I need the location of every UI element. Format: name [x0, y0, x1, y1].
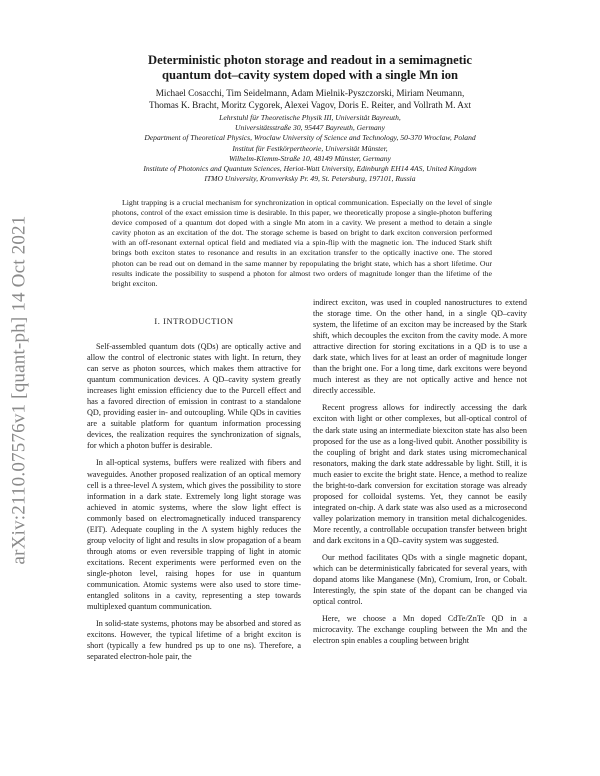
intro-paragraph-1: Self-assembled quantum dots (QDs) are optically active and allow the control of electronic states with light. In return, they can serve as photon sources, which makes them attractive for quantum communication devices. A QD–cavity system greatly increases light emission efficiency due to the Purcell effect and has a favored direction of emission in contrast to a standalone QD, providing easier in- and outcoupling. While QDs in cavities are a suitable platform for quantum information processing devices, the realization requires the synchronization of signals, for which a photon buffer is desirable. — [87, 342, 301, 451]
intro-paragraph-2: In all-optical systems, buffers were realized with fibers and waveguides. Another proposed realization of an optical memory cell is a three-level Λ system, which gives the possibility to store information in a dark state. Extremely long light storage was achieved in atomic systems, where the slow light effect is commonly based on electromagnetically induced transparency (EIT). Adequate coupling in the Λ system highly reduces the group velocity of light and results in slow propagation of a beam through atoms or even reversible trapping of light in atomic excitations. Recent experiments were performed even on the single-photon level, raising hopes for use in quantum communication. Atomic systems were also used to store time-entangled solitons in a cavity, representing a step towards multiplexed quantum communication. — [87, 458, 301, 612]
paper-title — [70, 53, 550, 83]
intro-paragraph-5: Recent progress allows for indirectly accessing the dark exciton with light or other complexes, but all-optical control of the dark state using an intermediate biexciton state has also been proposed for the use as a long-lived qubit. Another possibility is the coupling of bright and dark states using micromechanical resonators, making the dark state addressable by light. Still, it is much easier to excite the bright state. Hence, a method to realize the bright-to-dark conversion for excitation storage was already proposed for colloidal systems. Yet, they cannot be easily integrated on-chip. A dark state was also used as a microsecond valley polarization memory in transition metal dichalcogenides. More recently, a controllable occupation transfer between bright and dark excitons in a QD–cavity system was suggested. — [313, 403, 527, 545]
section-heading-introduction: I. INTRODUCTION — [154, 317, 234, 326]
affiliation-4: Institute of Photonics and Quantum Sciences, Heriot-Watt University, Edinburgh EH14 4AS, United Kingdom — [143, 164, 477, 174]
title-line-1: Deterministic photon storage and readout in a semimagnetic — [147, 53, 473, 67]
left-column — [87, 341, 301, 668]
affiliation-5: ITMO University, Kronverksky Pr. 49, St. Petersburg, 197101, Russia — [204, 174, 416, 184]
affiliation-2: Department of Theoretical Physics, Wroclaw University of Science and Technology, 50-370 Wroclaw, Poland — [144, 133, 476, 143]
arxiv-id-text: arXiv:2110.07576v1 [quant-ph] 14 Oct 2021 — [8, 215, 30, 565]
affiliation-1a: Lehrstuhl für Theoretische Physik III, Universität Bayreuth, — [219, 113, 401, 122]
abstract-text: Light trapping is a crucial mechanism for synchronization in optical communication. Especially on the level of single photons, control of the exact emission time is desirable. In this paper, we theoretically propose a single-photon buffering device composed of a quantum dot doped with a single Mn atom in a cavity. We present a method to detain a single cavity photon as an excitation of the dot. The storage scheme is based on bright to dark exciton conversion performed with an off-resonant external optical field and mediated via a spin-flip with the magnetic ion. The induced Stark shift brings both exciton states to resonance and results in an excitation transfer to the optically inactive one. The stored photon can be read out on demand in the same manner by repopulating the bright state, which has a short lifetime. Our results indicate the possibility to suspend a photon for almost two orders of magnitude longer than the lifetime of the bright exciton. — [112, 198, 492, 288]
affiliation-list — [50, 113, 570, 184]
authors-line-1: Michael Cosacchi, Tim Seidelmann, Adam Mielnik-Pyszczorski, Miriam Neumann, — [155, 88, 465, 98]
abstract — [112, 198, 492, 289]
author-list — [60, 88, 560, 111]
intro-paragraph-6: Our method facilitates QDs with a single magnetic dopant, which can be deterministically fabricated for several years, with dopand atoms like Manganese (Mn), Cromium, Iron, or Cobalt. Interestingly, the spin state of the dopant can be changed via optical control. — [313, 553, 527, 607]
intro-paragraph-7: Here, we choose a Mn doped CdTe/ZnTe QD in a microcavity. The exchange coupling between the Mn and the electron spin enables a coupling between bright — [313, 614, 527, 646]
affiliation-3b: Wilhelm-Klemm-Straße 10, 48149 Münster, Germany — [229, 153, 391, 163]
right-column — [313, 297, 527, 652]
affiliation-3a: Institut für Festkörpertheorie, Universität Münster, — [232, 143, 388, 153]
affiliation-1b: Universitätsstraße 30, 95447 Bayreuth, Germany — [235, 123, 385, 133]
title-line-2: quantum dot–cavity system doped with a single Mn ion — [162, 68, 458, 82]
arxiv-identifier-stamp — [6, 190, 32, 590]
intro-paragraph-3: In solid-state systems, photons may be absorbed and stored as excitons. However, the typical lifetime of a bright exciton is short (typically a few hundred ps up to one ns). Therefore, a separated electron-hole pair, the — [87, 619, 301, 662]
intro-paragraph-4: indirect exciton, was used in coupled nanostructures to extend the storage time. On the other hand, in a single QD–cavity system, the lifetime of an exciton may be increased by the Stark shift, which decouples the exciton from the cavity mode. A more attractive direction for storing excitations in a QD is to use a dark state, which lives for at least an order of magnitude longer than the bright one. For a long time, dark excitons were beyond much interest as they are not optically active and hence not directly accessible. — [313, 298, 527, 396]
authors-line-2: Thomas K. Bracht, Moritz Cygorek, Alexei Vagov, Doris E. Reiter, and Vollrath M. Axt — [148, 99, 472, 110]
